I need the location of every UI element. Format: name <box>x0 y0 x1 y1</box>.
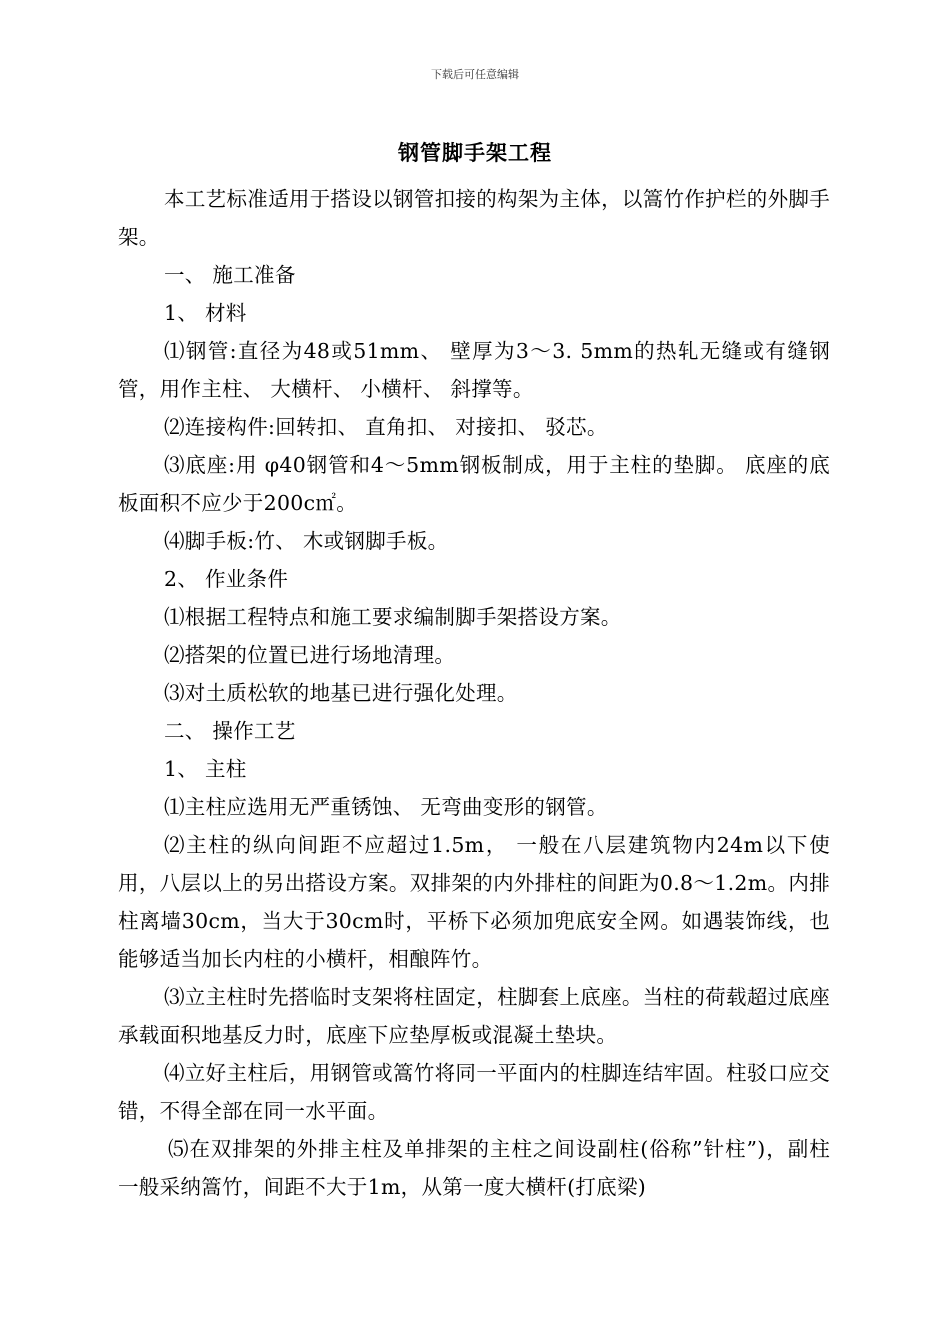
paragraph-column-4: ⑷立好主柱后，用钢管或篙竹将同一平面内的柱脚连结牢固。柱驳口应交错，不得全部在同一水平面。 <box>118 1061 830 1123</box>
paragraph-column-3: ⑶立主柱时先搭临时支架将柱固定，柱脚套上底座。当柱的荷载超过底座承载面积地基反力时，底座下应垫厚板或混凝土垫块。 <box>118 985 830 1047</box>
subsection-heading-conditions: 2、 作业条件 <box>164 567 289 591</box>
document-title: 钢管脚手架工程 <box>398 141 552 165</box>
section-heading-process: 二、 操作工艺 <box>164 719 296 743</box>
paragraph-column-2: ⑵主柱的纵向间距不应超过1.5m， 一般在八层建筑物内24m以下使用，八层以上的另出搭设方案。双排架的内外排柱的间距为0.8～1.2m。内排柱离墙30cm，当大于30cm时，平桥下必须加兜底安全网。如遇装饰线，也能够适当加长内柱的小横杆，相酿阵竹。 <box>118 833 830 971</box>
document-body <box>118 180 830 1206</box>
section-heading-preparation: 一、 施工准备 <box>164 263 296 287</box>
paragraph-condition-2: ⑵搭架的位置已进行场地清理。 <box>164 643 456 667</box>
paragraph-column-1: ⑴主柱应选用无严重锈蚀、 无弯曲变形的钢管。 <box>164 795 608 819</box>
paragraph-intro: 本工艺标准适用于搭设以钢管扣接的构架为主体，以篙竹作护栏的外脚手架。 <box>118 187 830 249</box>
header-note: 下载后可任意编辑 <box>431 68 519 81</box>
paragraph-steel-pipe: ⑴钢管:直径为48或51mm、 壁厚为3～3. 5mm的热轧无缝或有缝钢管，用作主柱、 大横杆、 小横杆、 斜撑等。 <box>118 339 830 401</box>
paragraph-scaffold-board: ⑷脚手板:竹、 木或钢脚手板。 <box>164 529 449 553</box>
subsection-heading-materials: 1、 材料 <box>164 301 247 325</box>
paragraph-connectors: ⑵连接构件:回转扣、 直角扣、 对接扣、 驳芯。 <box>164 415 608 439</box>
subsection-heading-main-column: 1、 主柱 <box>164 757 247 781</box>
paragraph-condition-1: ⑴根据工程特点和施工要求编制脚手架搭设方案。 <box>164 605 622 629</box>
paragraph-base: ⑶底座:用 φ40钢管和4～5mm钢板制成，用于主柱的垫脚。 底座的底板面积不应少于200c㎡。 <box>118 453 830 515</box>
paragraph-condition-3: ⑶对土质松软的地基已进行强化处理。 <box>164 681 518 705</box>
paragraph-column-5: ⑸在双排架的外排主柱及单排架的主柱之间设副柱(俗称”针柱”)，副柱一般采纳篙竹，间距不大于1m，从第一度大横杆(打底梁) <box>118 1137 830 1199</box>
